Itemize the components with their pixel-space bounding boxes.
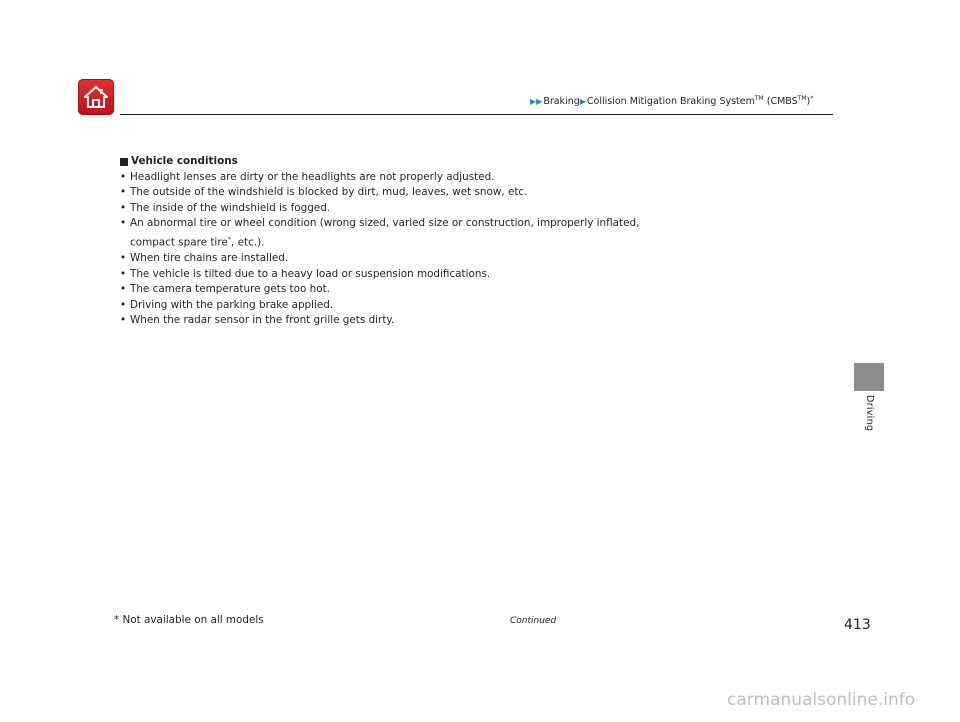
footnote: * Not available on all models bbox=[114, 614, 264, 626]
list-item: • An abnormal tire or wheel condition (wrong sized, varied size or construction, improperly inflated, compact spare tire*, etc.). bbox=[120, 217, 640, 249]
list-item: • Driving with the parking brake applied. bbox=[120, 298, 680, 314]
section-heading: Vehicle conditions bbox=[120, 154, 680, 170]
list-item: • The inside of the windshield is fogged. bbox=[120, 201, 680, 217]
list-item: • The vehicle is tilted due to a heavy load or suspension modifications. bbox=[120, 267, 680, 283]
list-item: • The camera temperature gets too hot. bbox=[120, 282, 680, 298]
conditions-list bbox=[120, 170, 680, 329]
breadcrumb-cmbs-link[interactable]: Collision Mitigation Braking System™ (CMBS™)* bbox=[586, 95, 814, 108]
bullet-icon: • bbox=[120, 314, 127, 327]
home-button[interactable] bbox=[78, 79, 114, 115]
square-bullet-icon bbox=[120, 158, 128, 166]
list-item: • When tire chains are installed. bbox=[120, 251, 680, 267]
bullet-icon: • bbox=[120, 201, 127, 214]
home-icon bbox=[83, 85, 109, 109]
list-item: • The outside of the windshield is blocked by dirt, mud, leaves, wet snow, etc. bbox=[120, 185, 680, 201]
bullet-icon: • bbox=[120, 170, 127, 183]
bullet-icon: • bbox=[120, 283, 127, 296]
breadcrumb-arrow-icon: ▶ bbox=[579, 97, 586, 107]
bullet-icon: • bbox=[120, 217, 127, 230]
continued-label: Continued bbox=[510, 616, 557, 626]
breadcrumb-braking-link[interactable]: Braking bbox=[543, 96, 580, 108]
list-item: • When the radar sensor in the front grille gets dirty. bbox=[120, 313, 680, 329]
vehicle-conditions-section bbox=[120, 154, 680, 329]
chapter-label: Driving bbox=[864, 395, 875, 432]
bullet-icon: • bbox=[120, 186, 127, 199]
page-number: 413 bbox=[844, 617, 871, 633]
breadcrumb-arrow-icon: ▶▶ bbox=[530, 97, 543, 107]
watermark: carmanualsonline.info bbox=[727, 690, 916, 710]
footnote-marker[interactable]: * bbox=[227, 234, 232, 243]
list-item: • Headlight lenses are dirty or the headlights are not properly adjusted. bbox=[120, 170, 680, 186]
chapter-tab[interactable] bbox=[854, 363, 884, 391]
breadcrumb bbox=[530, 95, 813, 107]
bullet-icon: • bbox=[120, 298, 127, 311]
bullet-icon: • bbox=[120, 252, 127, 265]
header-divider bbox=[120, 114, 833, 115]
bullet-icon: • bbox=[120, 267, 127, 280]
